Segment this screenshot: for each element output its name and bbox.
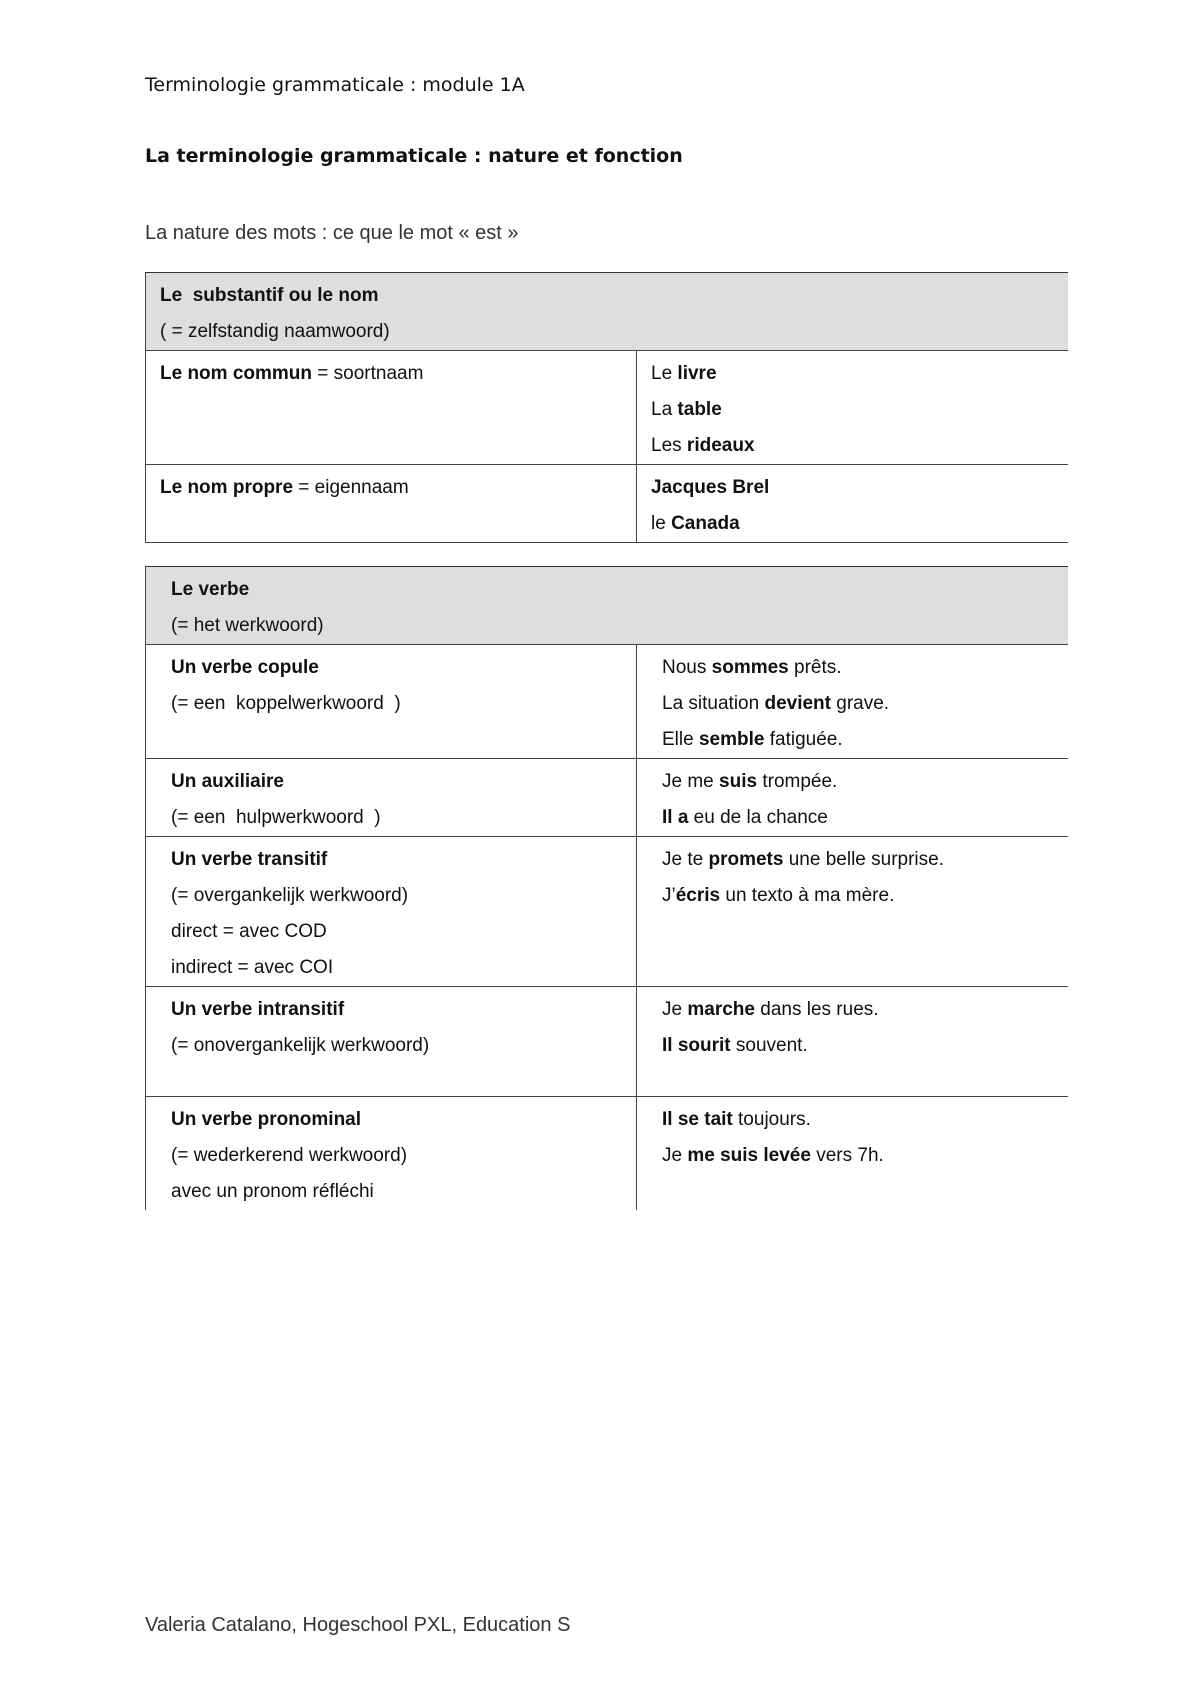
header-term: Le verbe — [171, 579, 250, 600]
intro-text: La nature des mots : ce que le mot « est » — [145, 222, 519, 244]
term-cell — [146, 759, 637, 837]
example-line: Il a eu de la chance — [662, 807, 828, 828]
term-cell — [146, 837, 637, 987]
term-note: (= wederkerend werkwoord) — [171, 1145, 408, 1166]
header-term: Le substantif ou le nom — [160, 285, 379, 306]
term-cell — [146, 987, 637, 1097]
term-label: Un verbe copule — [171, 657, 319, 678]
example-line: Je me suis levée vers 7h. — [662, 1145, 884, 1166]
header-empty-cell — [637, 273, 1068, 351]
example-line: J’écris un texto à ma mère. — [662, 885, 895, 906]
term-note: indirect = avec COI — [171, 957, 334, 978]
example-line: Le livre — [651, 363, 717, 384]
page-subtitle: La terminologie grammaticale : nature et fonction — [145, 145, 683, 167]
header-cell — [146, 273, 637, 351]
term-cell — [146, 1097, 637, 1211]
term-rest: = soortnaam — [312, 363, 424, 384]
example-line: Je te promets une belle surprise. — [662, 849, 944, 870]
table-row — [146, 351, 1068, 465]
term-cell — [146, 465, 637, 543]
term-label: Un verbe pronominal — [171, 1109, 362, 1130]
term-bold: Le nom commun — [160, 363, 313, 384]
example-line: Elle semble fatiguée. — [662, 729, 843, 750]
verb-table-header — [146, 567, 1068, 645]
table-row — [146, 465, 1068, 543]
noun-table-header — [146, 273, 1068, 351]
example-cell — [637, 465, 1068, 543]
term-note: (= onovergankelijk werkwoord) — [171, 1035, 430, 1056]
example-cell — [637, 837, 1068, 987]
term-cell — [146, 351, 637, 465]
term-note: (= een hulpwerkwoord ) — [171, 807, 381, 828]
term-rest: = eigennaam — [293, 477, 409, 498]
table-row — [146, 837, 1068, 987]
verb-table — [145, 566, 1068, 1210]
term-cell — [146, 645, 637, 759]
term-label: Un verbe intransitif — [171, 999, 345, 1020]
table-row — [146, 987, 1068, 1097]
example-cell — [637, 351, 1068, 465]
example-line: Je me suis trompée. — [662, 771, 838, 792]
header-empty-cell — [637, 567, 1068, 645]
table-row — [146, 759, 1068, 837]
example-cell — [637, 1097, 1068, 1211]
header-cell — [146, 567, 637, 645]
example-line: La situation devient grave. — [662, 693, 890, 714]
example-line: Nous sommes prêts. — [662, 657, 842, 678]
term-label: Un verbe transitif — [171, 849, 328, 870]
example-cell — [637, 759, 1068, 837]
example-cell — [637, 645, 1068, 759]
header-translation: (= het werkwoord) — [171, 615, 324, 636]
term-note: avec un pronom réfléchi — [171, 1181, 374, 1202]
table-row — [146, 1097, 1068, 1211]
table-row — [146, 645, 1068, 759]
term-note: direct = avec COD — [171, 921, 327, 942]
page-footer: Valeria Catalano, Hogeschool PXL, Education S — [145, 1614, 571, 1636]
page-title: Terminologie grammaticale : module 1A — [145, 74, 525, 96]
example-line: Il sourit souvent. — [662, 1035, 808, 1056]
term-note: (= een koppelwerkwoord ) — [171, 693, 401, 714]
header-translation: ( = zelfstandig naamwoord) — [160, 321, 390, 342]
example-line: Je marche dans les rues. — [662, 999, 879, 1020]
example-line: Jacques Brel — [651, 477, 770, 498]
example-line: La table — [651, 399, 722, 420]
term-label: Un auxiliaire — [171, 771, 284, 792]
example-cell — [637, 987, 1068, 1097]
example-line: Il se tait toujours. — [662, 1109, 811, 1130]
term-bold: Le nom propre — [160, 477, 294, 498]
noun-table — [145, 272, 1068, 543]
example-line: Les rideaux — [651, 435, 755, 456]
term-note: (= overgankelijk werkwoord) — [171, 885, 409, 906]
example-line: le Canada — [651, 513, 740, 534]
